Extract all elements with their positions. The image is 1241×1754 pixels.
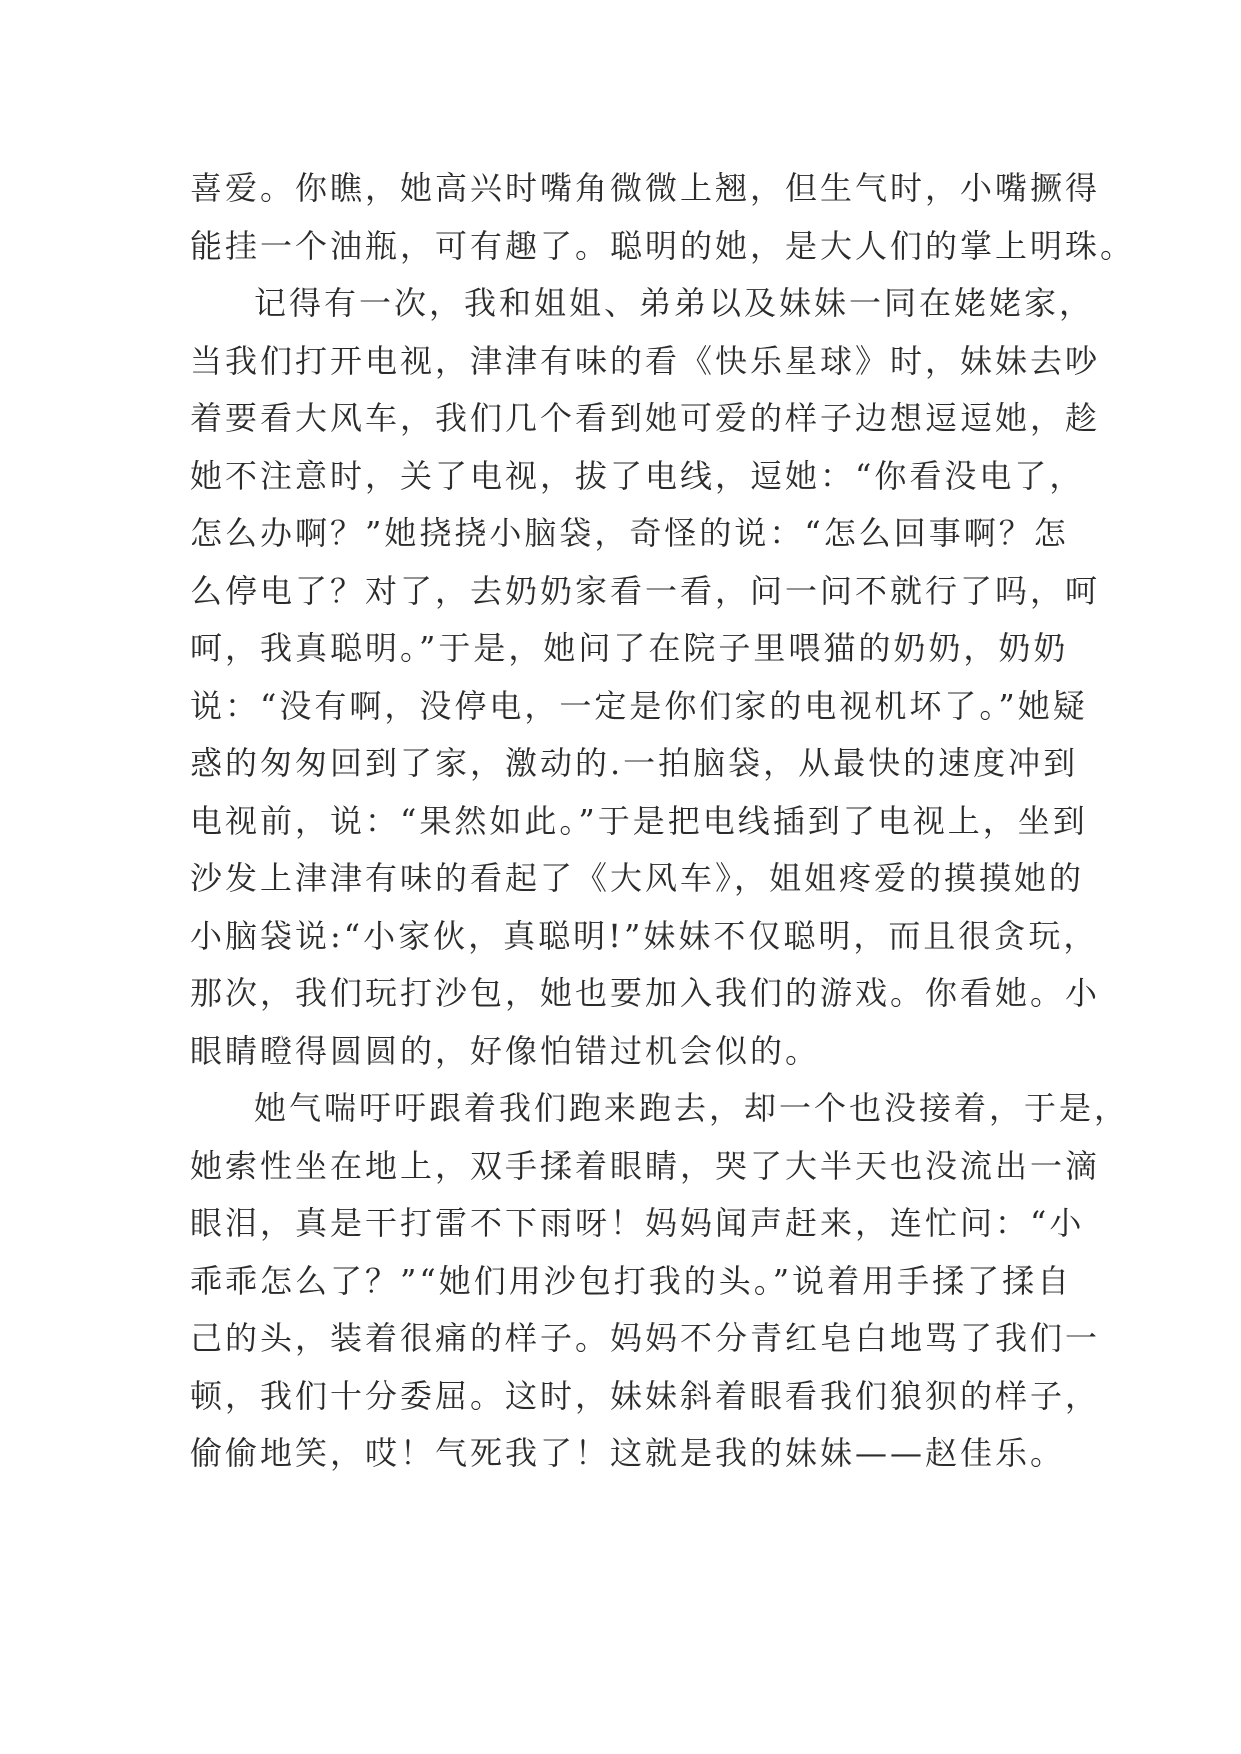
text-line: 她不注意时，关了电视，拔了电线，逗她：“你看没电了， (190, 456, 1085, 495)
text-line: 己的头，装着很痛的样子。妈妈不分青红皂白地骂了我们一 (190, 1319, 1101, 1357)
text-line: 沙发上津津有味的看起了《大风车》，姐姐疼爱的摸摸她的 (190, 859, 1085, 897)
text-line: 偷偷地笑，哎！气死我了！这就是我的妹妹——赵佳乐。 (190, 1434, 1066, 1472)
text-line: 顿，我们十分委屈。这时，妹妹斜着眼看我们狼狈的样子， (190, 1376, 1101, 1415)
text-line: 她索性坐在地上，双手揉着眼睛，哭了大半天也没流出一滴 (190, 1146, 1101, 1185)
text-line: 当我们打开电视，津津有味的看《快乐星球》时，妹妹去吵 (190, 341, 1101, 380)
text-line: 喜爱。你瞧，她高兴时嘴角微微上翘，但生气时，小嘴撅得 (190, 169, 1101, 207)
paragraph-start-line: 她气喘吁吁跟着我们跑来跑去，却一个也没接着，于是， (254, 1089, 1130, 1127)
text-line: 眼泪，真是干打雷不下雨呀！妈妈闻声赶来，连忙问：“小 (190, 1204, 1085, 1242)
text-line: 怎么办啊？”她挠挠小脑袋，奇怪的说：“怎么回事啊？怎 (190, 514, 1069, 552)
paragraph-start-line: 记得有一次，我和姐姐、弟弟以及妹妹一同在姥姥家， (254, 284, 1095, 322)
text-line: 呵，我真聪明。”于是，她问了在院子里喂猫的奶奶，奶奶 (190, 629, 1069, 667)
text-line: 惑的匆匆回到了家，激动的.一拍脑袋，从最快的速度冲到 (190, 744, 1079, 782)
text-line: 眼睛瞪得圆圆的，好像怕错过机会似的。 (190, 1031, 821, 1070)
text-line: 着要看大风车，我们几个看到她可爱的样子边想逗逗她，趁 (190, 399, 1101, 437)
text-line: 电视前，说：“果然如此。”于是把电线插到了电视上，坐到 (190, 801, 1088, 840)
text-line: 那次，我们玩打沙包，她也要加入我们的游戏。你看她。小 (190, 974, 1101, 1012)
text-line: 说：“没有啊，没停电，一定是你们家的电视机坏了。”她疑 (190, 686, 1088, 725)
text-line: 么停电了？对了，去奶奶家看一看，问一问不就行了吗，呵 (190, 571, 1101, 610)
text-line: 能挂一个油瓶，可有趣了。聪明的她，是大人们的掌上明珠。 (190, 226, 1136, 265)
document-body (190, 160, 1136, 1483)
text-line: 小脑袋说:“小家伙，真聪明!”妹妹不仅聪明，而且很贪玩， (190, 916, 1099, 955)
text-line: 乖乖怎么了？”“她们用沙包打我的头。”说着用手揉了揉自 (190, 1261, 1073, 1300)
